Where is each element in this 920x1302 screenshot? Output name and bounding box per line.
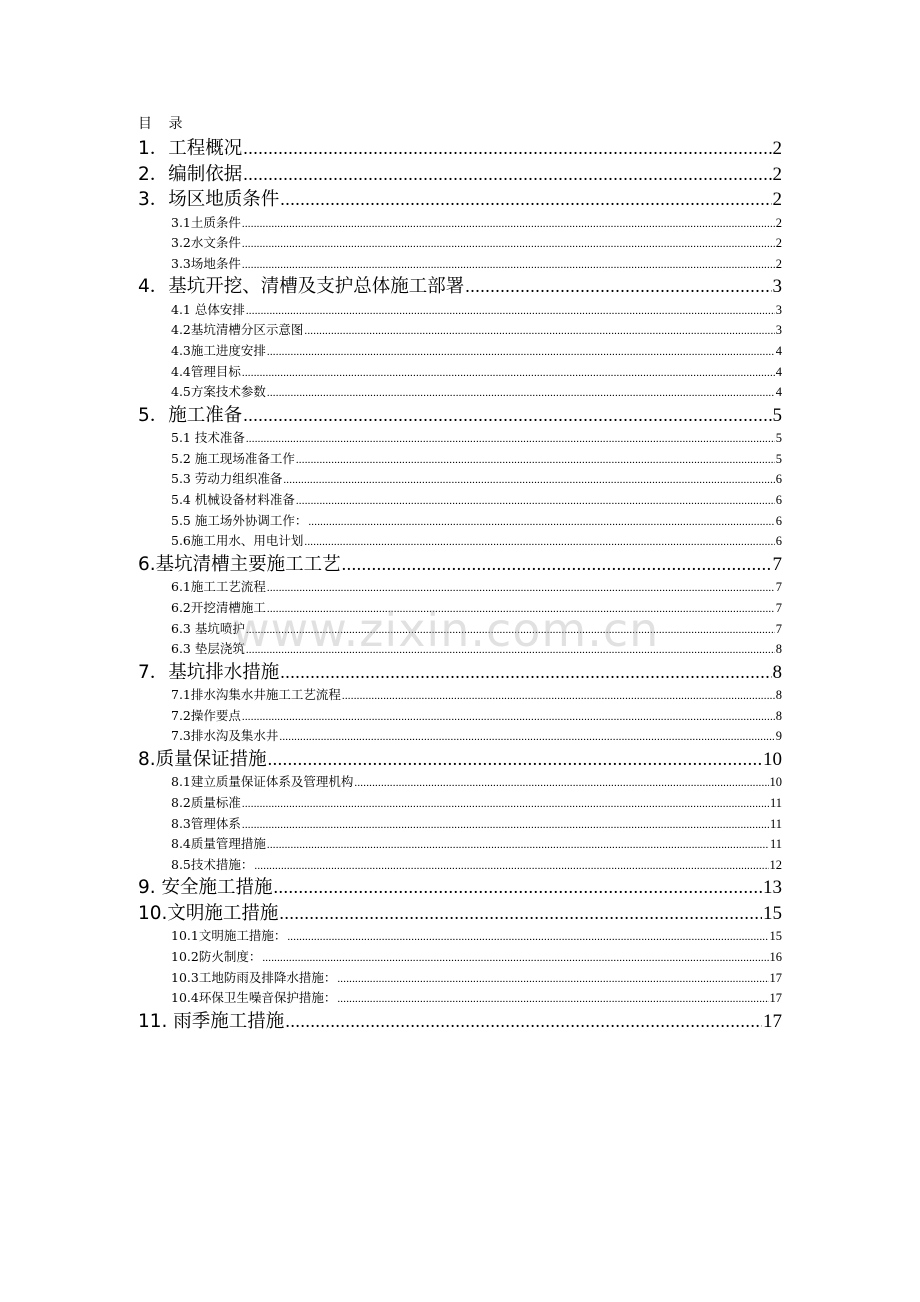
- toc-page-number: 2: [772, 138, 782, 159]
- toc-entry-label: 5.2 施工现场准备工作: [171, 450, 295, 466]
- toc-leader-dots: [337, 989, 768, 1009]
- toc-entry-label: 11. 雨季施工措施: [138, 1010, 285, 1032]
- toc-leader-dots: [304, 321, 774, 341]
- toc-page-number: 2: [772, 163, 782, 185]
- toc-page-number: 2: [775, 236, 782, 251]
- toc-page-number: 16: [769, 950, 782, 965]
- toc-entry-chapter[interactable]: [138, 901, 782, 927]
- toc-page-number: 8: [772, 661, 782, 683]
- toc-entry-label: 10.1文明施工措施：: [171, 928, 287, 944]
- toc-page-number: 5: [775, 431, 782, 446]
- toc-page-number: 3: [775, 323, 782, 338]
- toc-entry-chapter[interactable]: [138, 747, 782, 773]
- toc-entry-chapter[interactable]: [138, 552, 782, 578]
- toc-leader-dots: [296, 491, 775, 511]
- toc-page-number: 11: [769, 796, 782, 811]
- toc-entry-label: 2．编制依据: [138, 163, 243, 185]
- toc-entry-label: 10.文明施工措施: [138, 902, 279, 924]
- toc-entry-section[interactable]: [138, 706, 782, 727]
- toc-leader-dots: [268, 747, 762, 773]
- toc-leader-dots: [242, 707, 775, 727]
- toc-leader-dots: [283, 470, 774, 490]
- toc-entry-section[interactable]: [138, 362, 782, 383]
- toc-leader-dots: [243, 403, 771, 429]
- toc-leader-dots: [242, 255, 775, 275]
- toc-leader-dots: [242, 815, 769, 835]
- toc-leader-dots: [242, 794, 769, 814]
- toc-page-number: 4: [775, 364, 782, 379]
- toc-entry-label: 1．工程概况: [138, 138, 243, 159]
- toc-entry-section[interactable]: [138, 233, 782, 254]
- toc-page-number: 17: [769, 970, 782, 985]
- toc-entry-chapter[interactable]: [138, 1009, 782, 1035]
- toc-leader-dots: [242, 214, 775, 234]
- toc-entry-section[interactable]: [138, 685, 782, 706]
- toc-leader-dots: [267, 383, 775, 403]
- toc-leader-dots: [267, 835, 769, 855]
- toc-leader-dots: [280, 187, 771, 213]
- toc-page-number: 17: [763, 1010, 782, 1032]
- toc-leader-dots: [243, 136, 771, 162]
- toc-leader-dots: [304, 532, 774, 552]
- toc-entry-chapter[interactable]: [138, 403, 782, 429]
- toc-entry-section[interactable]: [138, 855, 782, 876]
- toc-entry-section[interactable]: [138, 469, 782, 490]
- toc-page-number: 7: [775, 600, 782, 615]
- toc-leader-dots: [279, 901, 762, 927]
- toc-leader-dots: [246, 640, 775, 660]
- toc-entry-label: 7.1排水沟集水井施工工艺流程: [171, 687, 341, 703]
- toc-entry-label: 8.4质量管理措施: [171, 836, 266, 852]
- toc-leader-dots: [342, 552, 772, 578]
- toc-page-number: 7: [775, 580, 782, 595]
- toc-entry-label: 6.3 基坑喷护: [171, 620, 245, 636]
- toc-leader-dots: [246, 301, 775, 321]
- toc-leader-dots: [342, 686, 775, 706]
- toc-entry-chapter[interactable]: [138, 660, 782, 686]
- toc-entry-chapter[interactable]: [138, 274, 782, 300]
- toc-entry-label: 10.2防火制度：: [171, 949, 262, 965]
- toc-entry-section[interactable]: [138, 968, 782, 989]
- toc-entry-label: 6.3 垫层浇筑: [171, 641, 245, 657]
- toc-entry-section[interactable]: [138, 577, 782, 598]
- toc-entry-section[interactable]: [138, 772, 782, 793]
- toc-page-number: 4: [775, 343, 782, 358]
- toc-heading: 目 录: [138, 116, 189, 132]
- toc-page-number: 13: [763, 877, 782, 899]
- watermark: www.zixin.com.cn: [232, 603, 660, 657]
- toc-page-number: 6: [775, 534, 782, 549]
- toc-page-number: 15: [763, 902, 782, 924]
- toc-page-number: 7: [772, 553, 782, 575]
- toc-entry-label: 5．施工准备: [138, 404, 243, 426]
- toc-leader-dots: [354, 773, 768, 793]
- toc-entry-label: 7．基坑排水措施: [138, 661, 280, 683]
- toc-page-number: 10: [763, 748, 782, 770]
- toc-entry-label: 3．场区地质条件: [138, 189, 280, 210]
- toc-leader-dots: [274, 875, 762, 901]
- toc-entry-label: 3.2水文条件: [171, 235, 241, 251]
- toc-entry-section[interactable]: [138, 428, 782, 449]
- toc-leader-dots: [285, 1009, 762, 1035]
- toc-leader-dots: [287, 927, 768, 947]
- toc-leader-dots: [243, 162, 771, 188]
- toc-entry-label: 4.3施工进度安排: [171, 342, 266, 358]
- toc-entry-section[interactable]: [138, 947, 782, 968]
- toc-page-number: 5: [775, 451, 782, 466]
- toc-leader-dots: [262, 948, 768, 968]
- toc-entry-label: 10.3工地防雨及排降水措施：: [171, 969, 337, 985]
- toc-entry-label: 3.3场地条件: [171, 255, 241, 271]
- toc-entry-chapter[interactable]: [138, 136, 782, 162]
- toc-entry-section[interactable]: [138, 511, 782, 532]
- toc-entry-label: 4.5方案技术参数: [171, 384, 266, 400]
- toc-entry-section[interactable]: [138, 320, 782, 341]
- toc-leader-dots: [254, 856, 768, 876]
- toc-entry-label: 5.3 劳动力组织准备: [171, 471, 283, 487]
- toc-page-number: 17: [769, 991, 782, 1006]
- toc-page-number: 11: [769, 816, 782, 831]
- toc-entry-label: 4.4管理目标: [171, 363, 241, 379]
- toc-entry-label: 7.2操作要点: [171, 707, 241, 723]
- toc-entry-chapter[interactable]: [138, 875, 782, 901]
- toc-page-number: 6: [775, 513, 782, 528]
- toc-leader-dots: [267, 342, 775, 362]
- toc-entry-label: 8.质量保证措施: [138, 748, 267, 770]
- toc-entry-section[interactable]: [138, 988, 782, 1009]
- toc-page-number: 4: [775, 385, 782, 400]
- toc-entry-label: 5.6施工用水、用电计划: [171, 533, 304, 549]
- toc-leader-dots: [337, 969, 768, 989]
- toc-entry-label: 5.1 技术准备: [171, 430, 245, 446]
- toc-leader-dots: [242, 363, 775, 383]
- toc-entry-section[interactable]: [138, 213, 782, 234]
- toc-leader-dots: [246, 620, 775, 640]
- toc-entry-label: 3.1土质条件: [171, 214, 241, 230]
- toc-entry-section[interactable]: [138, 926, 782, 947]
- toc-entry-label: 6.2开挖清槽施工: [171, 599, 266, 615]
- toc-page-number: 6: [775, 472, 782, 487]
- toc-page-number: 7: [775, 621, 782, 636]
- toc-entry-label: 6.1施工工艺流程: [171, 579, 266, 595]
- toc-leader-dots: [242, 234, 775, 254]
- toc-entry-section[interactable]: [138, 531, 782, 552]
- toc-entry-label: 8.2质量标准: [171, 795, 241, 811]
- toc-entry-section[interactable]: [138, 341, 782, 362]
- toc-entry-section[interactable]: [138, 300, 782, 321]
- toc-page-number: 6: [775, 493, 782, 508]
- toc-leader-dots: [280, 660, 771, 686]
- toc-page-number: 2: [775, 215, 782, 230]
- toc-entry-section[interactable]: [138, 619, 782, 640]
- toc-leader-dots: [246, 429, 775, 449]
- toc-entry-label: 5.5 施工场外协调工作：: [171, 512, 308, 528]
- toc-page-number: 3: [775, 302, 782, 317]
- toc-page-number: 5: [772, 404, 782, 426]
- toc-page-number: 3: [772, 276, 782, 298]
- toc-page-number: 12: [769, 857, 782, 872]
- toc-entry-label: 9. 安全施工措施: [138, 877, 273, 899]
- toc-leader-dots: [465, 274, 771, 300]
- toc-leader-dots: [296, 450, 775, 470]
- toc-entry-section[interactable]: [138, 639, 782, 660]
- toc-entry-section[interactable]: [138, 793, 782, 814]
- toc-page-number: 2: [775, 256, 782, 271]
- toc-entry-label: 6.基坑清槽主要施工工艺: [138, 553, 341, 575]
- toc-entry-label: 8.5技术措施：: [171, 856, 254, 872]
- toc-page-number: 2: [772, 189, 782, 210]
- toc-entry-section[interactable]: [138, 598, 782, 619]
- toc-entry-chapter[interactable]: [138, 187, 782, 213]
- toc-page-number: 8: [775, 708, 782, 723]
- toc-entry-section[interactable]: [138, 834, 782, 855]
- toc-page-number: 9: [775, 729, 782, 744]
- toc-entry-section[interactable]: [138, 490, 782, 511]
- toc-entry-section[interactable]: [138, 726, 782, 747]
- toc-entry-label: 8.3管理体系: [171, 815, 241, 831]
- toc-page-number: 15: [769, 929, 782, 944]
- toc-page-number: 8: [775, 688, 782, 703]
- toc-leader-dots: [267, 599, 775, 619]
- toc-entry-label: 4．基坑开挖、清槽及支护总体施工部署: [138, 276, 465, 298]
- toc-page-number: 10: [769, 775, 782, 790]
- table-of-contents: [138, 136, 782, 1034]
- toc-leader-dots: [308, 512, 774, 532]
- toc-leader-dots: [279, 727, 774, 747]
- toc-entry-label: 4.1 总体安排: [171, 301, 245, 317]
- toc-entry-label: 4.2基坑清槽分区示意图: [171, 322, 304, 338]
- toc-entry-section[interactable]: [138, 254, 782, 275]
- toc-leader-dots: [267, 578, 775, 598]
- toc-entry-label: 10.4环保卫生噪音保护措施：: [171, 990, 337, 1006]
- toc-entry-label: 7.3排水沟及集水井: [171, 728, 279, 744]
- toc-entry-section[interactable]: [138, 814, 782, 835]
- toc-entry-section[interactable]: [138, 382, 782, 403]
- toc-entry-label: 8.1建立质量保证体系及管理机构: [171, 774, 354, 790]
- toc-page-number: 8: [775, 642, 782, 657]
- toc-entry-section[interactable]: [138, 449, 782, 470]
- toc-entry-label: 5.4 机械设备材料准备: [171, 492, 295, 508]
- toc-entry-chapter[interactable]: [138, 162, 782, 188]
- toc-page-number: 11: [769, 837, 782, 852]
